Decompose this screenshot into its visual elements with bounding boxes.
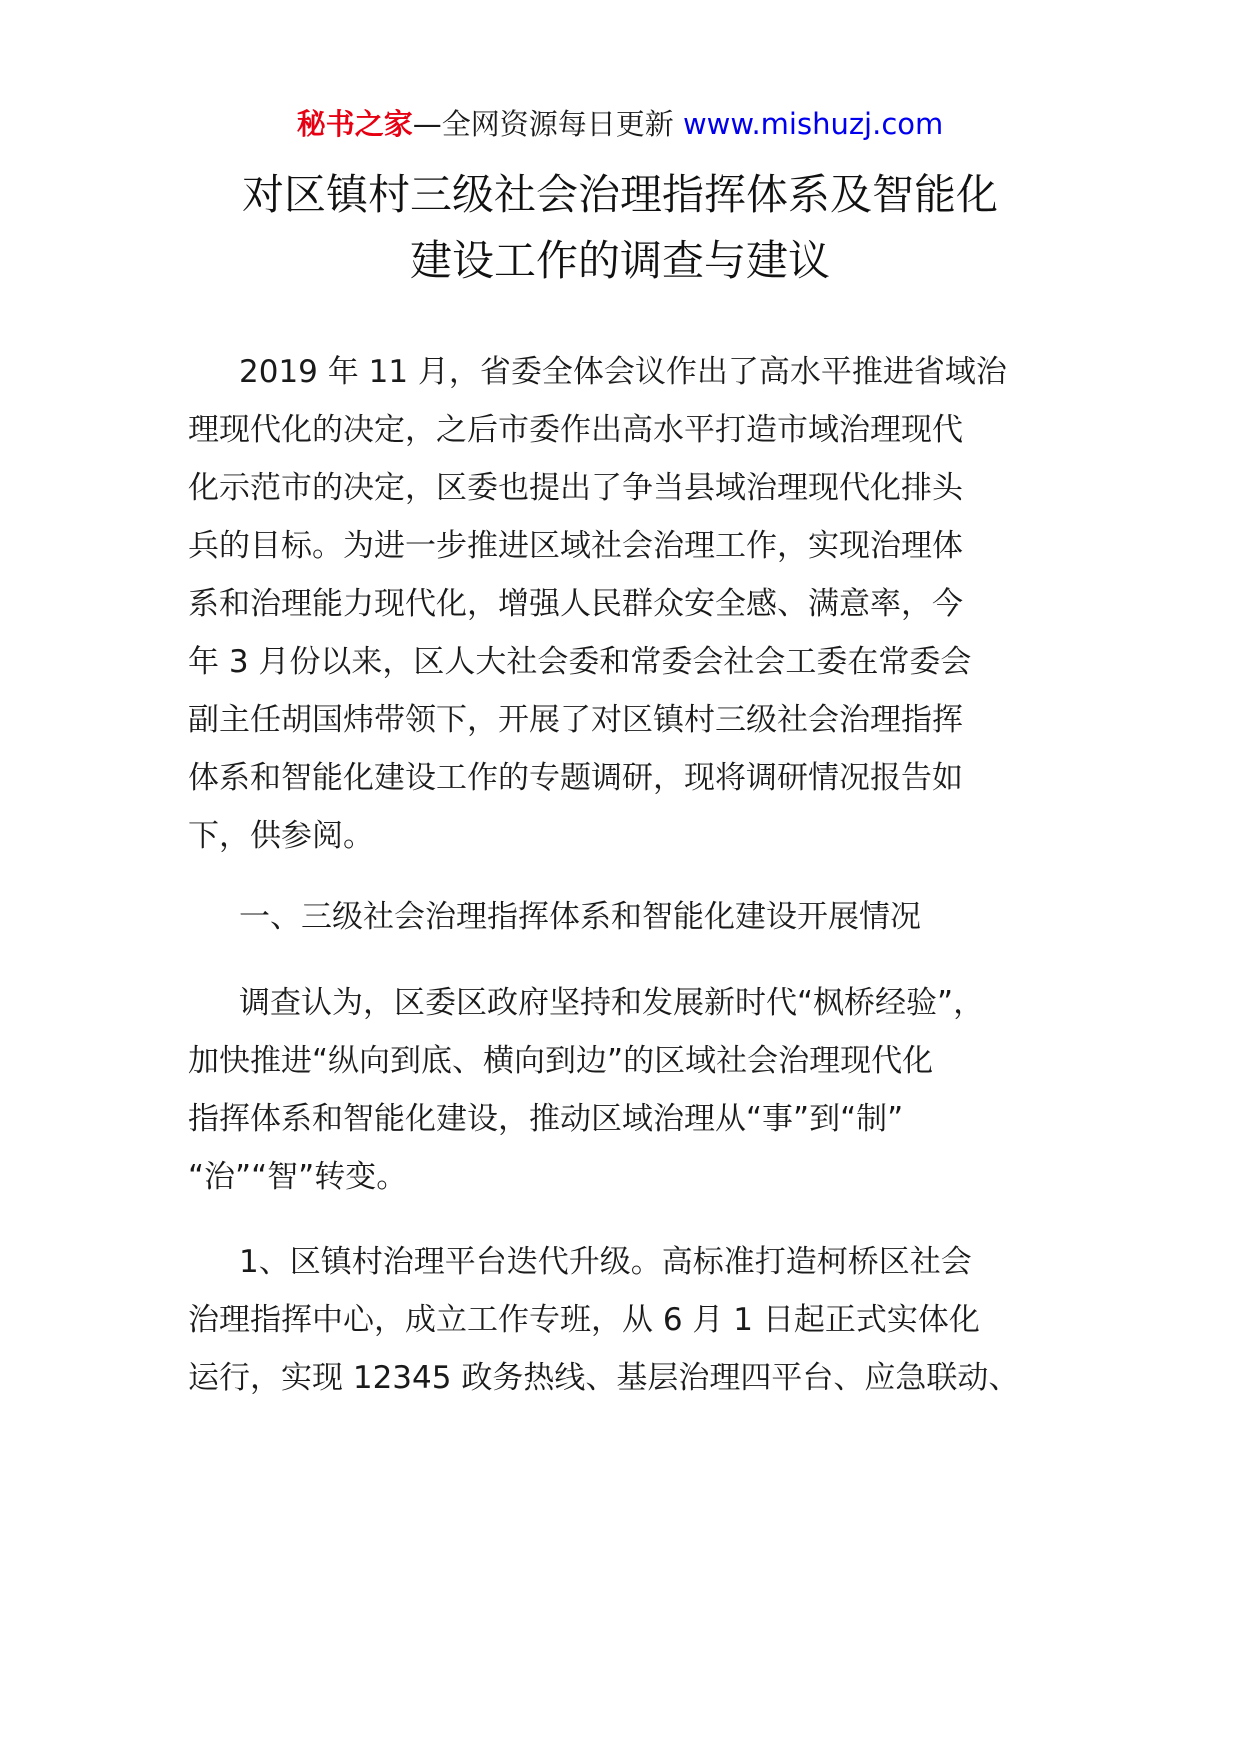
- header-tagline: —全网资源每日更新: [412, 107, 683, 141]
- site-header: [0, 104, 1240, 144]
- document-title: [0, 162, 1240, 294]
- site-url-link[interactable]: www.mishuzj.com: [682, 107, 944, 141]
- brand-name: 秘书之家: [296, 107, 413, 141]
- text-line: 2019 年 11 月，省委全体会议作出了高水平推进省域治: [239, 354, 1007, 390]
- text-line: 化示范市的决定，区委也提出了争当县域治理现代化排头: [188, 470, 963, 506]
- text-line: 指挥体系和智能化建设，推动区域治理从“事”到“制”: [188, 1101, 904, 1137]
- text-line: 一、三级社会治理指挥体系和智能化建设开展情况: [239, 899, 921, 935]
- text-line: 1、区镇村治理平台迭代升级。高标准打造柯桥区社会: [239, 1244, 972, 1280]
- text-line: 下，供参阅。: [188, 818, 374, 854]
- text-line: 加快推进“纵向到底、横向到边”的区域社会治理现代化: [188, 1043, 934, 1079]
- text-line: 调查认为，区委区政府坚持和发展新时代“枫桥经验”，: [239, 985, 985, 1021]
- text-line: 兵的目标。为进一步推进区域社会治理工作，实现治理体: [188, 528, 963, 564]
- text-line: 运行，实现 12345 政务热线、基层治理四平台、应急联动、: [188, 1360, 1020, 1396]
- text-line: 体系和智能化建设工作的专题调研，现将调研情况报告如: [188, 760, 963, 796]
- title-line: 对区镇村三级社会治理指挥体系及智能化: [241, 170, 998, 219]
- text-line: 理现代化的决定，之后市委作出高水平打造市域治理现代: [188, 412, 963, 448]
- text-line: “治”“智”转变。: [188, 1159, 408, 1195]
- text-line: 年 3 月份以来，区人大社会委和常委会社会工委在常委会: [188, 644, 972, 680]
- text-line: 副主任胡国炜带领下，开展了对区镇村三级社会治理指挥: [188, 702, 963, 738]
- text-line: 治理指挥中心，成立工作专班，从 6 月 1 日起正式实体化: [188, 1302, 980, 1338]
- text-line: 系和治理能力现代化，增强人民群众安全感、满意率，今: [188, 586, 963, 622]
- title-line: 建设工作的调查与建议: [409, 236, 830, 285]
